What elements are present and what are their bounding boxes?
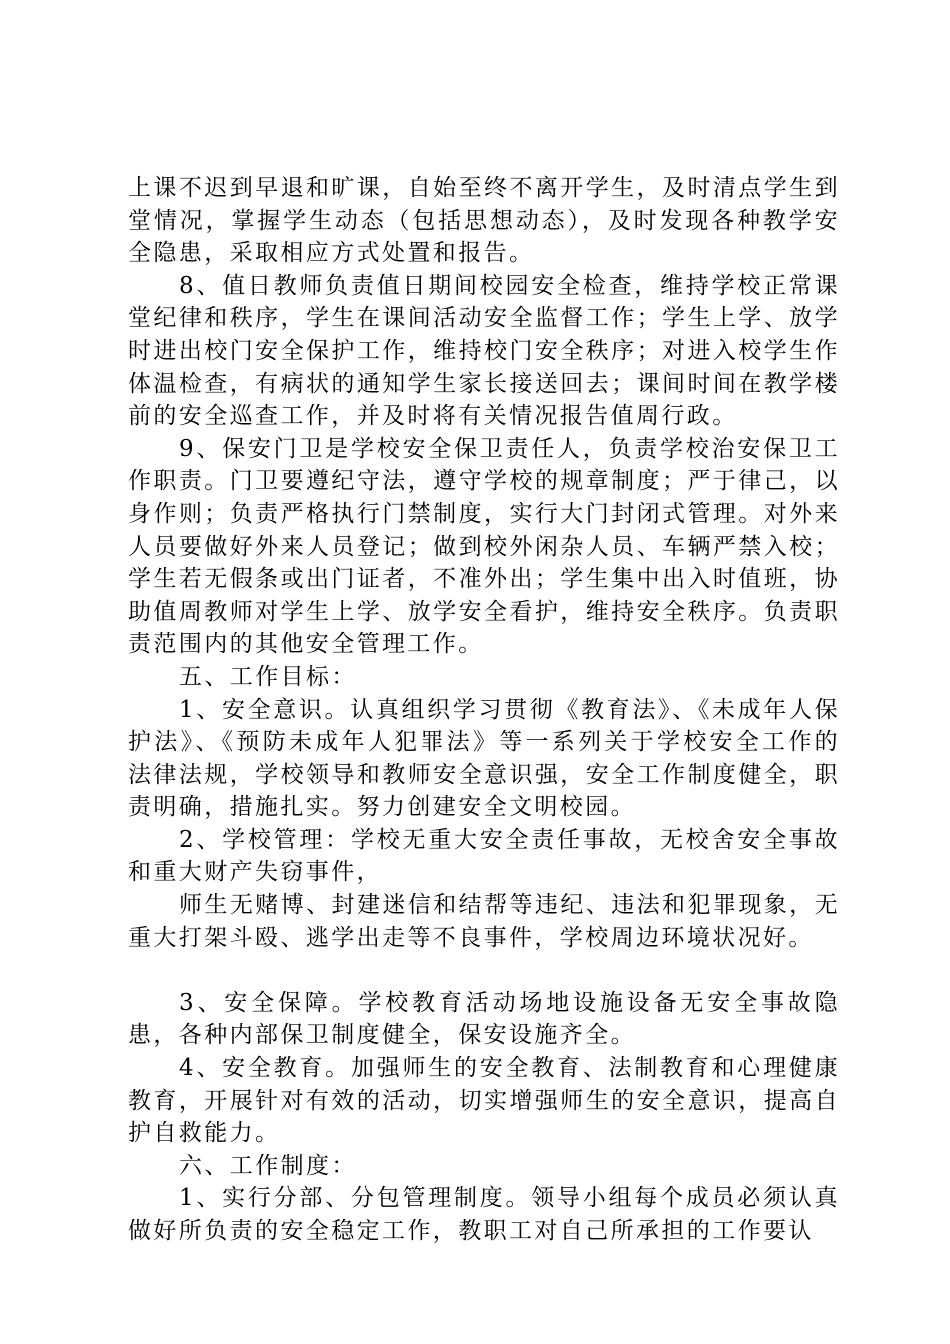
paragraph-goal-4-safety-education: 4、安全教育。加强师生的安全教育、法制教育和心理健康教育，开展针对有效的活动，切实增强师生的安全意识，提高自护自救能力。 — [128, 1055, 840, 1147]
paragraph-system-1-division-management: 1、实行分部、分包管理制度。领导小组每个成员必须认真做好所负责的安全稳定工作，教职工对自己所承担的工作要认 — [128, 1185, 840, 1244]
section-heading-work-goals: 五、工作目标： — [179, 663, 357, 690]
paragraph-item-8-duty-teacher: 8、值日教师负责值日期间校园安全检查，维持学校正常课堂纪律和秩序，学生在课间活动安全监督工作；学生上学、放学时进出校门安全保护工作，维持校门安全秩序；对进入校学生作体温检查，有病状的通知学生家长接送回去；课间时间在教学楼前的安全巡查工作，并及时将有关情况报告值周行政。 — [128, 272, 840, 430]
paragraph-continued-duties: 上课不迟到早退和旷课，自始至终不离开学生，及时清点学生到堂情况，掌握学生动态（包括思想动态），及时发现各种教学安全隐患，采取相应方式处置和报告。 — [128, 175, 840, 267]
paragraph-item-9-security-guard: 9、保安门卫是学校安全保卫责任人，负责学校治安保卫工作职责。门卫要遵纪守法，遵守学校的规章制度；严于律己，以身作则；负责严格执行门禁制度，实行大门封闭式管理。对外来人员要做好外来人员登记；做到校外闲杂人员、车辆严禁入校；学生若无假条或出门证者，不准外出；学生集中出入时值班，协助值周教师对学生上学、放学安全看护，维持安全秩序。负责职责范围内的其他安全管理工作。 — [128, 435, 840, 658]
paragraph-goal-3-safety-guarantee: 3、安全保障。学校教育活动场地设施设备无安全事故隐患，各种内部保卫制度健全，保安设施齐全。 — [128, 989, 840, 1049]
paragraph-goal-2-continued: 师生无赌博、封建迷信和结帮等违纪、违法和犯罪现象，无重大打架斗殴、逃学出走等不良事件，学校周边环境状况好。 — [128, 892, 840, 951]
section-heading-work-system: 六、工作制度： — [179, 1152, 357, 1179]
blank-line — [128, 954, 840, 987]
paragraph-goal-1-safety-awareness: 1、安全意识。认真组织学习贯彻《教育法》、《未成年人保护法》、《预防未成年人犯罪法》等一系列关于学校安全工作的法律法规，学校领导和教师安全意识强，安全工作制度健全，职责明确，措施扎实。努力创建安全文明校园。 — [128, 696, 840, 821]
document-page — [128, 172, 840, 1248]
paragraph-goal-2-school-management: 2、学校管理：学校无重大安全责任事故，无校舍安全事故和重大财产失窃事件， — [128, 826, 840, 886]
